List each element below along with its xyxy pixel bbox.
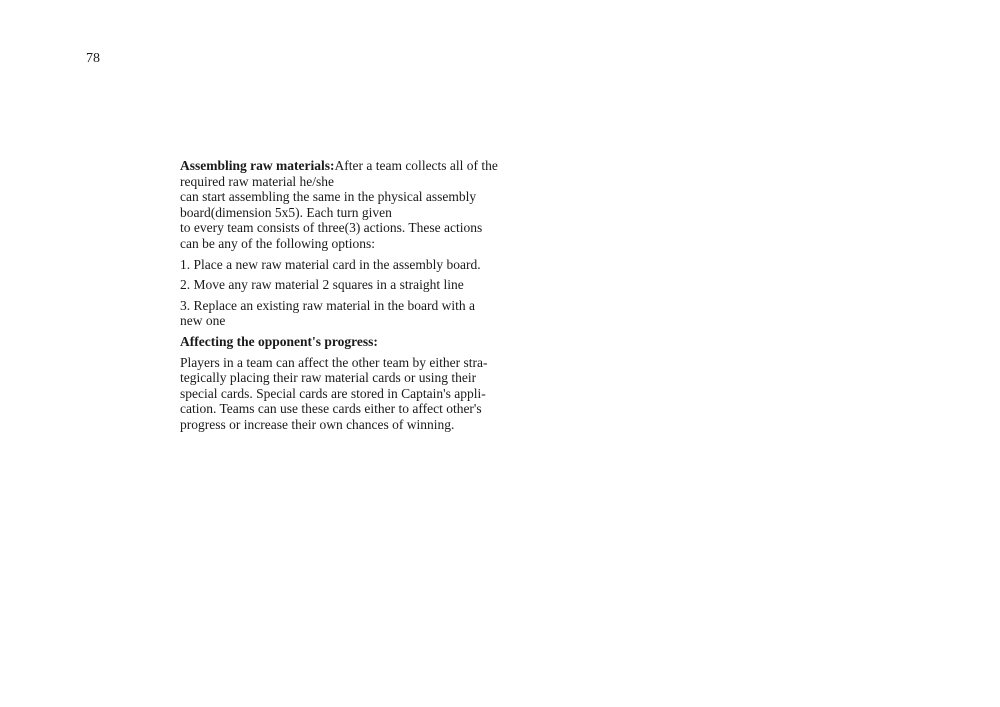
option-text: new one (180, 313, 226, 329)
paragraph-text: After a team collects all of the (334, 158, 498, 173)
paragraph-line: can start assembling the same in the physical assembly (180, 189, 477, 205)
paragraph-line (180, 158, 500, 174)
section-affecting-paragraph (180, 355, 500, 433)
option-item (180, 257, 500, 273)
option-text: 1. Place a new raw material card in the assembly board. (180, 256, 481, 272)
paragraph-line: cation. Teams can use these cards either to affect other's (180, 401, 482, 417)
option-item (180, 298, 500, 329)
section-heading: Affecting the opponent's progress: (180, 333, 378, 349)
option-item (180, 277, 500, 293)
paragraph-line: tegically placing their raw material cards or using their (180, 370, 477, 386)
paragraph-line: special cards. Special cards are stored in Captain's appli- (180, 385, 486, 401)
option-text: 3. Replace an existing raw material in the board with a (180, 297, 476, 313)
section-heading-affecting (180, 334, 500, 350)
section-heading-assembling: Assembling raw materials: (180, 158, 335, 173)
paragraph-line: board(dimension 5x5). Each turn given (180, 204, 392, 220)
paragraph-line: to every team consists of three(3) actions. These actions (180, 220, 483, 236)
paragraph-line: can be any of the following options: (180, 235, 375, 251)
paragraph-line: required raw material he/she (180, 173, 335, 189)
document-body (180, 158, 500, 433)
option-text: 2. Move any raw material 2 squares in a straight line (180, 277, 464, 293)
page-number: 78 (86, 51, 100, 66)
paragraph-line: progress or increase their own chances of winning. (180, 416, 455, 432)
section-assembling-paragraph (180, 158, 500, 252)
paragraph-line: Players in a team can affect the other team by either stra- (180, 354, 488, 370)
